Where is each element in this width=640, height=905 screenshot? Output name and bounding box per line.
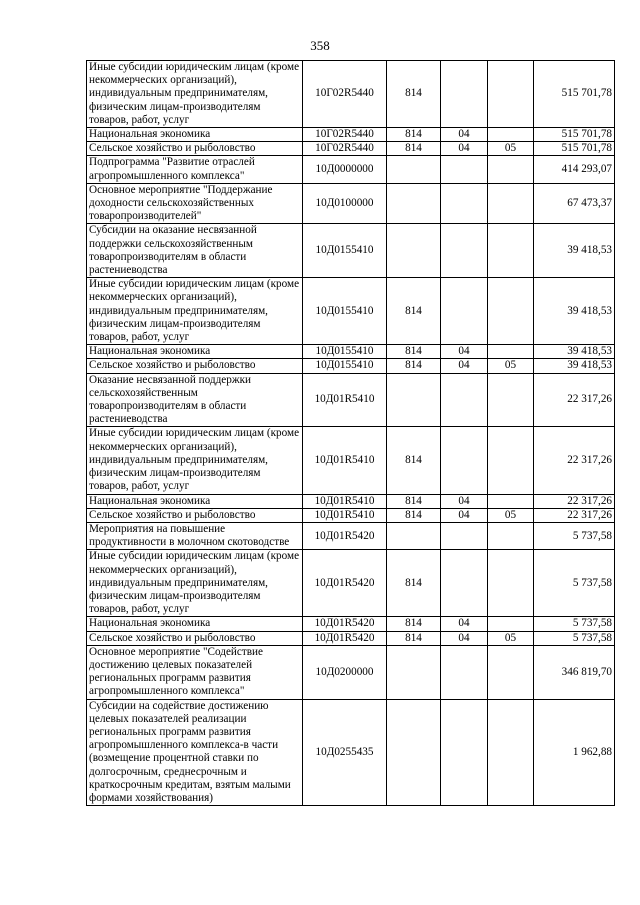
amount-cell: 22 317,26 — [534, 373, 615, 427]
item-name-cell: Сельское хозяйство и рыболовство — [87, 359, 303, 373]
amount-cell: 346 819,70 — [534, 645, 615, 699]
expense-type-cell: 814 — [387, 61, 441, 128]
table-row — [87, 494, 615, 508]
budget-table — [86, 60, 615, 806]
section-cell — [441, 699, 488, 806]
table-row — [87, 508, 615, 522]
section-cell — [441, 373, 488, 427]
target-code-cell: 10Д01R5420 — [303, 617, 387, 631]
expense-type-cell: 814 — [387, 359, 441, 373]
section-cell: 04 — [441, 494, 488, 508]
amount-cell: 515 701,78 — [534, 61, 615, 128]
amount-cell: 5 737,58 — [534, 550, 615, 617]
expense-type-cell — [387, 699, 441, 806]
subsection-cell: 05 — [488, 142, 534, 156]
amount-cell: 515 701,78 — [534, 142, 615, 156]
item-name-cell: Иные субсидии юридическим лицам (кроме некоммерческих организаций), индивидуальным предпринимателям, физическим лицам-производителям товаров, работ, услуг — [87, 61, 303, 128]
item-name-cell: Национальная экономика — [87, 617, 303, 631]
target-code-cell: 10Д01R5410 — [303, 373, 387, 427]
target-code-cell: 10Д0155410 — [303, 359, 387, 373]
subsection-cell — [488, 224, 534, 278]
target-code-cell: 10Д0200000 — [303, 645, 387, 699]
table-row — [87, 427, 615, 494]
table-row — [87, 645, 615, 699]
amount-cell: 515 701,78 — [534, 128, 615, 142]
item-name-cell: Оказание несвязанной поддержки сельскохозяйственным товаропроизводителям в области растениеводства — [87, 373, 303, 427]
expense-type-cell: 814 — [387, 345, 441, 359]
target-code-cell: 10Д01R5420 — [303, 631, 387, 645]
target-code-cell: 10Д01R5410 — [303, 427, 387, 494]
item-name-cell: Иные субсидии юридическим лицам (кроме некоммерческих организаций), индивидуальным предпринимателям, физическим лицам-производителям товаров, работ, услуг — [87, 278, 303, 345]
section-cell: 04 — [441, 128, 488, 142]
table-row — [87, 156, 615, 183]
target-code-cell: 10Д0155410 — [303, 224, 387, 278]
section-cell — [441, 522, 488, 549]
section-cell: 04 — [441, 617, 488, 631]
section-cell — [441, 645, 488, 699]
amount-cell: 1 962,88 — [534, 699, 615, 806]
target-code-cell: 10Д01R5410 — [303, 508, 387, 522]
item-name-cell: Национальная экономика — [87, 345, 303, 359]
subsection-cell — [488, 128, 534, 142]
subsection-cell — [488, 550, 534, 617]
subsection-cell — [488, 645, 534, 699]
target-code-cell: 10Д0155410 — [303, 345, 387, 359]
table-row — [87, 373, 615, 427]
target-code-cell: 10Д01R5420 — [303, 550, 387, 617]
section-cell — [441, 278, 488, 345]
item-name-cell: Подпрограмма "Развитие отраслей агропромышленного комплекса" — [87, 156, 303, 183]
amount-cell: 39 418,53 — [534, 224, 615, 278]
target-code-cell: 10Д01R5410 — [303, 494, 387, 508]
amount-cell: 5 737,58 — [534, 617, 615, 631]
expense-type-cell: 814 — [387, 427, 441, 494]
expense-type-cell — [387, 373, 441, 427]
amount-cell: 22 317,26 — [534, 494, 615, 508]
item-name-cell: Основное мероприятие "Содействие достижению целевых показателей региональных программ развития агропромышленного комплекса" — [87, 645, 303, 699]
subsection-cell — [488, 345, 534, 359]
table-row — [87, 142, 615, 156]
section-cell — [441, 61, 488, 128]
section-cell: 04 — [441, 359, 488, 373]
target-code-cell: 10Д0155410 — [303, 278, 387, 345]
section-cell: 04 — [441, 631, 488, 645]
table-row — [87, 522, 615, 549]
table-row — [87, 128, 615, 142]
item-name-cell: Иные субсидии юридическим лицам (кроме некоммерческих организаций), индивидуальным предпринимателям, физическим лицам-производителям товаров, работ, услуг — [87, 427, 303, 494]
target-code-cell: 10Г02R5440 — [303, 128, 387, 142]
section-cell — [441, 224, 488, 278]
item-name-cell: Сельское хозяйство и рыболовство — [87, 508, 303, 522]
table-row — [87, 359, 615, 373]
amount-cell: 5 737,58 — [534, 631, 615, 645]
expense-type-cell: 814 — [387, 550, 441, 617]
amount-cell: 22 317,26 — [534, 508, 615, 522]
subsection-cell — [488, 156, 534, 183]
item-name-cell: Сельское хозяйство и рыболовство — [87, 631, 303, 645]
item-name-cell: Национальная экономика — [87, 128, 303, 142]
expense-type-cell: 814 — [387, 617, 441, 631]
section-cell: 04 — [441, 345, 488, 359]
subsection-cell — [488, 61, 534, 128]
subsection-cell — [488, 427, 534, 494]
item-name-cell: Сельское хозяйство и рыболовство — [87, 142, 303, 156]
item-name-cell: Субсидии на оказание несвязанной поддержки сельскохозяйственным товаропроизводителям в области растениеводства — [87, 224, 303, 278]
section-cell — [441, 183, 488, 224]
target-code-cell: 10Г02R5440 — [303, 61, 387, 128]
table-row — [87, 278, 615, 345]
expense-type-cell: 814 — [387, 142, 441, 156]
amount-cell: 22 317,26 — [534, 427, 615, 494]
target-code-cell: 10Д0100000 — [303, 183, 387, 224]
expense-type-cell — [387, 224, 441, 278]
target-code-cell: 10Д01R5420 — [303, 522, 387, 549]
item-name-cell: Основное мероприятие "Поддержание доходности сельскохозяйственных товаропроизводителей" — [87, 183, 303, 224]
amount-cell: 414 293,07 — [534, 156, 615, 183]
item-name-cell: Национальная экономика — [87, 494, 303, 508]
table-row — [87, 699, 615, 806]
target-code-cell: 10Д0255435 — [303, 699, 387, 806]
amount-cell: 5 737,58 — [534, 522, 615, 549]
subsection-cell — [488, 183, 534, 224]
expense-type-cell: 814 — [387, 631, 441, 645]
subsection-cell: 05 — [488, 631, 534, 645]
subsection-cell — [488, 522, 534, 549]
section-cell — [441, 427, 488, 494]
table-row — [87, 550, 615, 617]
table-row — [87, 345, 615, 359]
table-row — [87, 617, 615, 631]
expense-type-cell — [387, 522, 441, 549]
section-cell: 04 — [441, 508, 488, 522]
table-row — [87, 61, 615, 128]
subsection-cell — [488, 494, 534, 508]
expense-type-cell: 814 — [387, 494, 441, 508]
expense-type-cell — [387, 156, 441, 183]
table-row — [87, 631, 615, 645]
table-row — [87, 224, 615, 278]
amount-cell: 39 418,53 — [534, 278, 615, 345]
amount-cell: 39 418,53 — [534, 359, 615, 373]
item-name-cell: Мероприятия на повышение продуктивности в молочном скотоводстве — [87, 522, 303, 549]
expense-type-cell — [387, 645, 441, 699]
table-row — [87, 183, 615, 224]
item-name-cell: Иные субсидии юридическим лицам (кроме некоммерческих организаций), индивидуальным предпринимателям, физическим лицам-производителям товаров, работ, услуг — [87, 550, 303, 617]
section-cell — [441, 550, 488, 617]
amount-cell: 39 418,53 — [534, 345, 615, 359]
amount-cell: 67 473,37 — [534, 183, 615, 224]
subsection-cell — [488, 278, 534, 345]
expense-type-cell: 814 — [387, 128, 441, 142]
expense-type-cell: 814 — [387, 508, 441, 522]
page-number: 358 — [310, 38, 330, 53]
item-name-cell: Субсидии на содействие достижению целевых показателей реализации региональных программ развития агропромышленного комплекса-в части (возмещение процентной ставки по долгосрочным, среднесрочным и краткосрочным кредитам, взятым малыми формами хозяйствования) — [87, 699, 303, 806]
section-cell: 04 — [441, 142, 488, 156]
subsection-cell — [488, 373, 534, 427]
subsection-cell: 05 — [488, 359, 534, 373]
target-code-cell: 10Д0000000 — [303, 156, 387, 183]
budget-table-body — [87, 61, 615, 806]
expense-type-cell — [387, 183, 441, 224]
subsection-cell — [488, 617, 534, 631]
target-code-cell: 10Г02R5440 — [303, 142, 387, 156]
subsection-cell — [488, 699, 534, 806]
expense-type-cell: 814 — [387, 278, 441, 345]
subsection-cell: 05 — [488, 508, 534, 522]
section-cell — [441, 156, 488, 183]
